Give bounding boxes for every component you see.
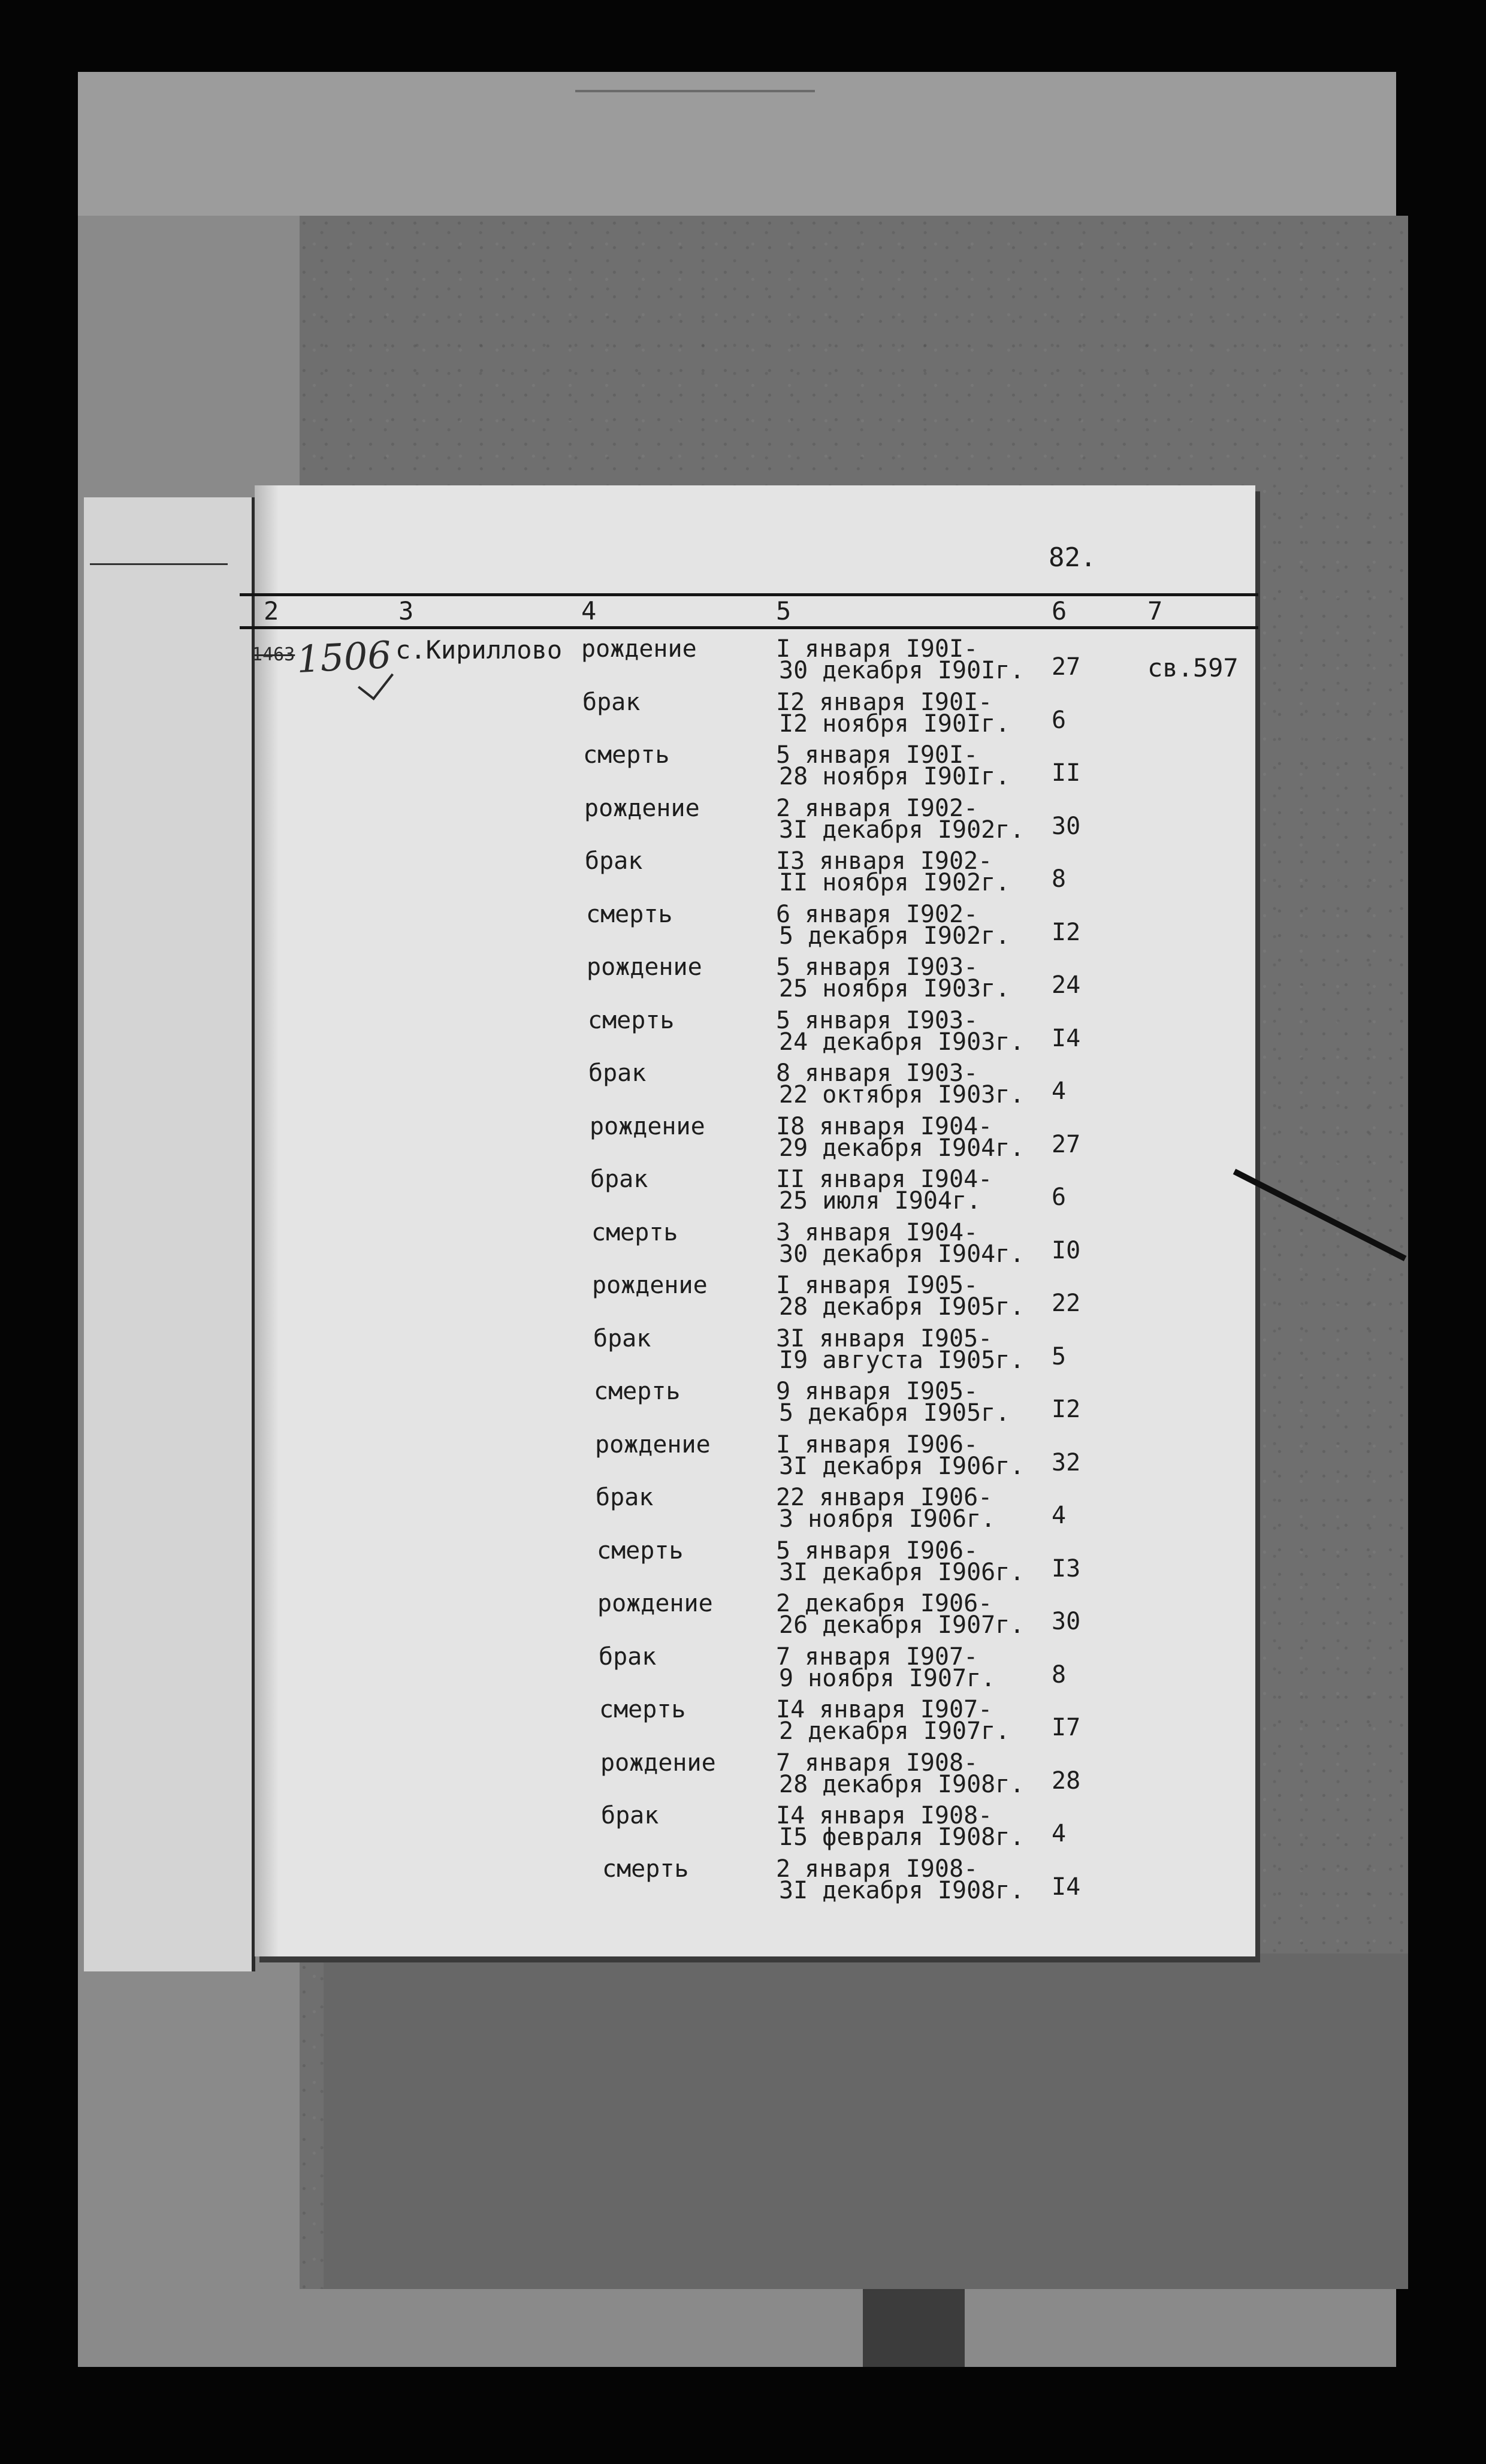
struck-record-number: 1463: [252, 644, 295, 665]
record-type: рождение: [587, 953, 702, 981]
frame-top-band: [78, 72, 1396, 216]
table-row: [0, 795, 1486, 847]
period-end: 24 декабря I903г.: [779, 1028, 1025, 1056]
column-header-5: 5: [776, 596, 792, 626]
record-type: смерть: [602, 1855, 689, 1883]
record-count: 30: [1052, 1608, 1081, 1635]
record-type: брак: [582, 688, 641, 716]
record-type: брак: [590, 1165, 648, 1193]
previous-page-rule: [90, 563, 228, 565]
period-start: 2 декабря I906-: [776, 1590, 993, 1617]
record-count: 6: [1052, 1183, 1067, 1211]
record-count: 27: [1052, 653, 1081, 681]
period-end: 5 декабря I902г.: [779, 922, 1010, 950]
period-start: I4 января I908-: [776, 1802, 993, 1829]
header-rule-top: [240, 593, 1258, 596]
period-start: I8 января I904-: [776, 1112, 993, 1140]
period-start: 5 января I903-: [776, 1006, 978, 1034]
record-type: смерть: [597, 1536, 684, 1565]
period-start: 2 января I908-: [776, 1855, 978, 1883]
record-count: I3: [1052, 1554, 1081, 1583]
period-end: 9 ноября I907г.: [779, 1664, 996, 1692]
record-count: 30: [1052, 812, 1081, 840]
period-end: I5 февраля I908г.: [779, 1823, 1025, 1851]
record-type: брак: [599, 1642, 657, 1671]
record-count: 8: [1052, 865, 1067, 893]
table-row: [0, 1802, 1486, 1855]
record-count: 8: [1052, 1660, 1067, 1689]
record-type: рождение: [595, 1430, 711, 1459]
table-row: [0, 1590, 1486, 1642]
period-end: 28 декабря I905г.: [779, 1293, 1025, 1321]
record-count: 4: [1052, 1077, 1067, 1105]
period-start: 3 января I904-: [776, 1218, 978, 1246]
record-type: рождение: [592, 1272, 708, 1299]
record-type: рождение: [600, 1749, 716, 1777]
table-row: [0, 953, 1486, 1006]
record-count: 4: [1052, 1502, 1067, 1529]
period-end: 3I декабря I902г.: [779, 816, 1025, 844]
table-row: [0, 1537, 1486, 1590]
period-end: 25 ноября I903г.: [779, 975, 1010, 1002]
period-end: 25 июля I904г.: [779, 1187, 981, 1215]
record-type: смерть: [599, 1696, 686, 1723]
period-end: 22 октября I903г.: [779, 1081, 1025, 1109]
record-count: I4: [1052, 1873, 1081, 1901]
table-row: [0, 632, 1486, 688]
column-header-7: 7: [1147, 596, 1163, 626]
table-row: [0, 1484, 1486, 1536]
period-start: 22 января I906-: [776, 1484, 993, 1511]
handwritten-record-number: 1506: [295, 632, 392, 682]
table-row: [0, 1643, 1486, 1696]
period-end: 26 декабря I907г.: [779, 1611, 1025, 1639]
table-row: [0, 1059, 1486, 1112]
record-type: рождение: [590, 1112, 705, 1140]
period-end: 30 декабря I904г.: [779, 1240, 1025, 1268]
table-row: [0, 1007, 1486, 1059]
period-start: I января I906-: [776, 1430, 978, 1459]
record-type: брак: [596, 1484, 654, 1511]
period-start: 2 января I902-: [776, 794, 978, 822]
table-row: [0, 1431, 1486, 1484]
record-count: 28: [1052, 1767, 1081, 1795]
record-type: брак: [585, 847, 643, 875]
record-type: брак: [593, 1324, 651, 1352]
record-count: I7: [1052, 1714, 1081, 1741]
record-type: рождение: [581, 635, 697, 663]
record-type: смерть: [591, 1218, 678, 1246]
table-row: [0, 1855, 1486, 1908]
record-count: II: [1052, 759, 1081, 787]
period-start: II января I904-: [776, 1165, 993, 1193]
period-start: 7 января I907-: [776, 1642, 978, 1671]
period-start: I января I90I-: [776, 635, 978, 663]
folder-tab: [863, 2289, 965, 2367]
period-end: 3I декабря I906г.: [779, 1452, 1025, 1480]
archive-reference: св.597: [1147, 653, 1239, 683]
table-row: [0, 1378, 1486, 1430]
table-row: [0, 741, 1486, 794]
table-row: [0, 901, 1486, 953]
table-row: [0, 1696, 1486, 1749]
record-count: I2: [1052, 918, 1081, 946]
column-header-4: 4: [581, 596, 597, 626]
record-count: I4: [1052, 1024, 1081, 1052]
record-type: смерть: [588, 1006, 675, 1034]
period-end: II ноября I902г.: [779, 869, 1010, 896]
record-count: 6: [1052, 706, 1067, 734]
page-number: 82.: [1049, 542, 1097, 573]
record-count: 24: [1052, 971, 1081, 999]
period-end: 3I декабря I906г.: [779, 1558, 1025, 1586]
table-row: [0, 1219, 1486, 1272]
record-count: I0: [1052, 1236, 1081, 1264]
period-start: 6 января I902-: [776, 900, 978, 928]
table-row: [0, 1165, 1486, 1218]
column-header-3: 3: [398, 596, 414, 626]
period-end: I9 августа I905г.: [779, 1346, 1025, 1374]
column-header-6: 6: [1052, 596, 1067, 626]
header-rule-bottom: [240, 626, 1258, 629]
record-type: смерть: [586, 900, 673, 928]
record-type: рождение: [584, 794, 700, 822]
record-count: 32: [1052, 1448, 1081, 1476]
period-start: I3 января I902-: [776, 847, 993, 875]
period-end: 30 декабря I90Iг.: [779, 657, 1025, 684]
period-end: 28 ноября I90Iг.: [779, 763, 1010, 790]
column-header-2: 2: [264, 596, 279, 626]
period-start: 5 января I906-: [776, 1536, 978, 1565]
record-type: смерть: [594, 1378, 681, 1405]
period-end: I2 ноября I90Iг.: [779, 709, 1010, 738]
table-row: [0, 1272, 1486, 1324]
cardboard-folder-lower: [324, 1953, 1408, 2289]
period-start: I января I905-: [776, 1272, 978, 1299]
period-start: 7 января I908-: [776, 1749, 978, 1777]
record-count: I2: [1052, 1396, 1081, 1423]
period-end: 28 декабря I908г.: [779, 1770, 1025, 1798]
period-end: 2 декабря I907г.: [779, 1717, 1010, 1745]
period-start: 5 января I903-: [776, 953, 978, 981]
table-row: [0, 689, 1486, 741]
period-start: 9 января I905-: [776, 1378, 978, 1405]
period-start: I2 января I90I-: [776, 688, 993, 716]
period-end: 5 декабря I905г.: [779, 1399, 1010, 1427]
place-name: с.Кириллово: [395, 635, 563, 665]
table-row: [0, 1749, 1486, 1802]
table-row: [0, 847, 1486, 900]
record-count: 27: [1052, 1130, 1081, 1158]
record-count: 4: [1052, 1820, 1067, 1847]
table-row: [0, 1113, 1486, 1165]
record-count: 22: [1052, 1290, 1081, 1317]
period-end: 29 декабря I904г.: [779, 1134, 1025, 1162]
period-start: 5 января I90I-: [776, 741, 978, 769]
period-start: 3I января I905-: [776, 1324, 993, 1352]
period-end: 3I декабря I908г.: [779, 1876, 1025, 1904]
period-start: I4 января I907-: [776, 1696, 993, 1723]
record-type: рождение: [597, 1590, 713, 1617]
period-end: 3 ноября I906г.: [779, 1505, 996, 1533]
record-type: смерть: [583, 741, 670, 769]
frame-strip: [575, 90, 815, 92]
record-count: 5: [1052, 1342, 1067, 1370]
record-type: брак: [588, 1059, 647, 1087]
period-start: 8 января I903-: [776, 1059, 978, 1087]
record-type: брак: [601, 1802, 659, 1829]
table-row: [0, 1325, 1486, 1378]
